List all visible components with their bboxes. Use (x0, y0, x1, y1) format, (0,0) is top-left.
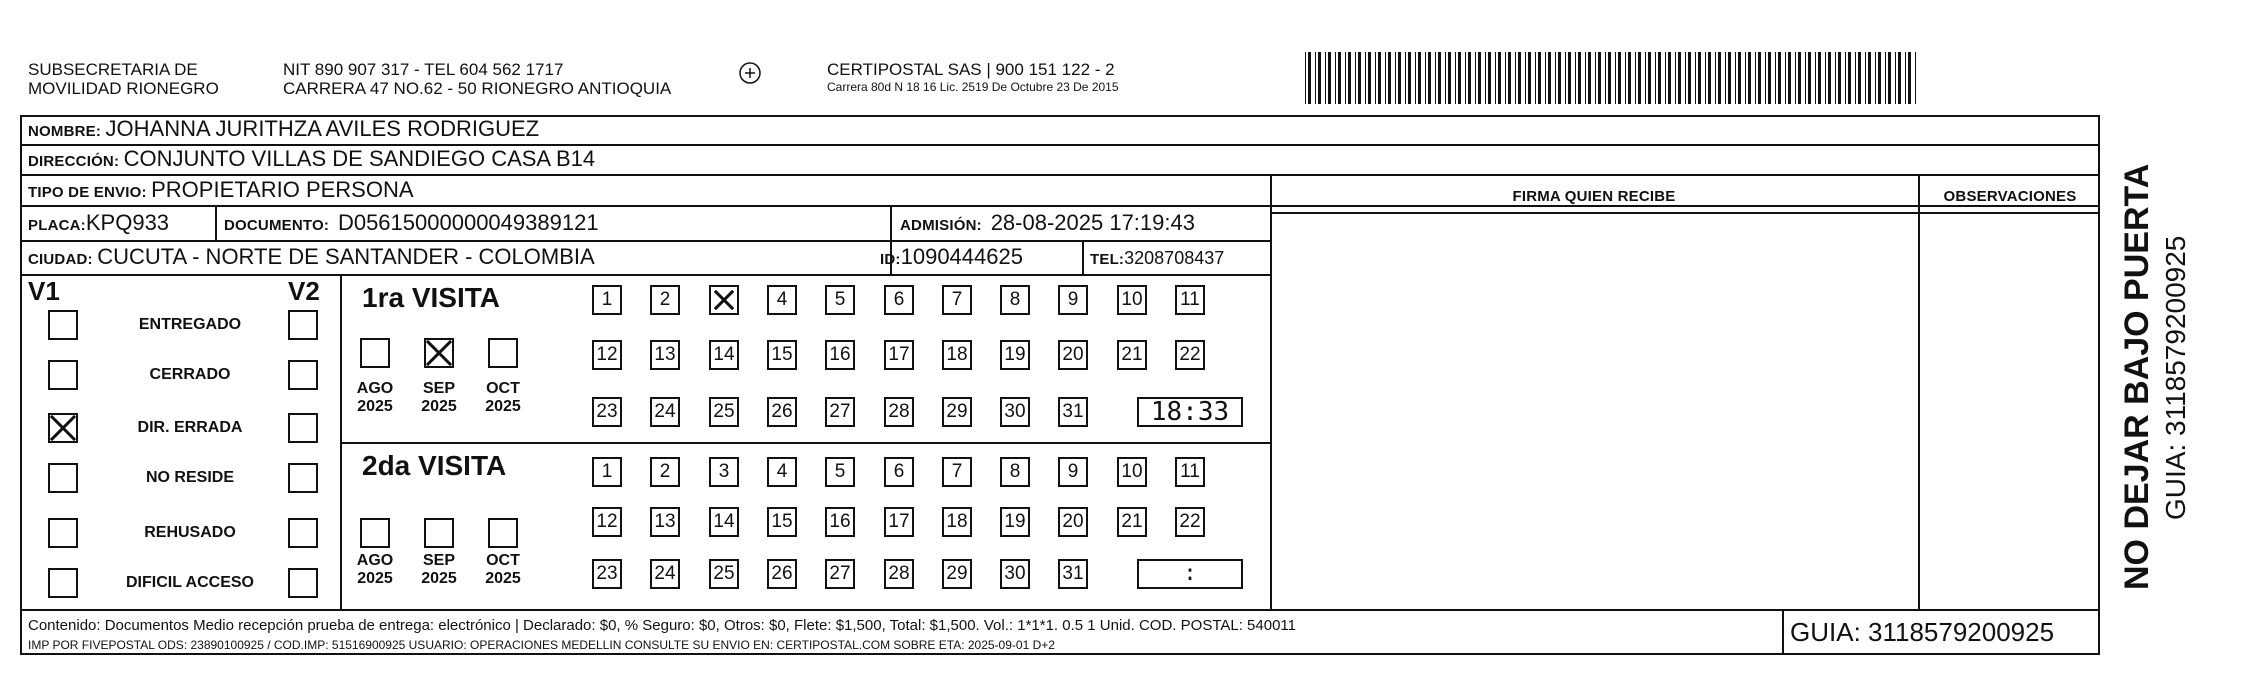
barcode-bar (1428, 52, 1431, 104)
visit1-day-box[interactable]: 14 (709, 340, 739, 370)
barcode-bar (1678, 52, 1681, 104)
visit1-day-box[interactable]: 8 (1000, 285, 1030, 315)
barcode-bar (1888, 52, 1891, 104)
barcode-bar (1538, 52, 1541, 104)
sender-name: SUBSECRETARIA DE MOVILIDAD RIONEGRO (28, 60, 219, 98)
barcode-bar (1878, 52, 1881, 104)
visit1-day-box[interactable]: 19 (1000, 340, 1030, 370)
visit2-day-box[interactable]: 6 (884, 457, 914, 487)
visit2-day-box[interactable]: 13 (650, 507, 680, 537)
barcode-bar (1795, 52, 1796, 104)
status-label: CERRADO (149, 366, 231, 383)
nombre-row: NOMBRE: JOHANNA JURITHZA AVILES RODRIGUEZ (28, 116, 540, 141)
barcode-bar (1748, 52, 1751, 104)
visit2-day-box[interactable]: 25 (709, 559, 739, 589)
barcode-bar (1405, 52, 1406, 104)
barcode-bar (1395, 52, 1396, 104)
visit2-day-box[interactable]: 27 (825, 559, 855, 589)
barcode-bar (1378, 52, 1381, 104)
v1-checkbox[interactable] (48, 568, 78, 598)
visit1-day-box[interactable]: 13 (650, 340, 680, 370)
visit2-title: 2da VISITA (362, 450, 507, 481)
barcode-bar (1375, 52, 1376, 104)
visit1-day-box[interactable]: 4 (767, 285, 797, 315)
visit1-day-box[interactable]: 30 (1000, 397, 1030, 427)
ciudad-value: CUCUTA - NORTE DE SANTANDER - COLOMBIA (97, 244, 595, 269)
barcode-bar (1665, 52, 1666, 104)
signature-area[interactable] (1272, 214, 1918, 609)
barcode-bar (1545, 52, 1546, 104)
visit1-day-box[interactable]: 15 (767, 340, 797, 370)
visit2-day-box[interactable]: 17 (884, 507, 914, 537)
barcode-bar (1718, 52, 1721, 104)
barcode-bar (1715, 52, 1716, 104)
status-label: NO RESIDE (145, 469, 234, 486)
sender-nit-address: NIT 890 907 317 - TEL 604 562 1717 CARRERA 47 NO.62 - 50 RIONEGRO ANTIOQUIA (283, 60, 672, 98)
barcode-bar (1775, 52, 1776, 104)
visit2-month-label: SEP 2025 (421, 552, 457, 587)
tel-value: 3208708437 (1124, 248, 1225, 268)
direccion-value: CONJUNTO VILLAS DE SANDIEGO CASA B14 (123, 146, 596, 171)
barcode-bar (1805, 52, 1806, 104)
visit2-day-box[interactable]: 31 (1058, 559, 1088, 589)
visit1-day-box[interactable]: 23 (592, 397, 622, 427)
barcode-bar (1515, 52, 1516, 104)
nombre-value: JOHANNA JURITHZA AVILES RODRIGUEZ (105, 116, 540, 141)
barcode-bar (1695, 52, 1696, 104)
barcode-bar (1525, 52, 1526, 104)
barcode-bar (1745, 52, 1746, 104)
status-label: REHUSADO (144, 524, 236, 541)
barcode-bar (1855, 52, 1856, 104)
visit1-day-box[interactable]: 12 (592, 340, 622, 370)
visit2-day-box[interactable]: 4 (767, 457, 797, 487)
visit1-day-box[interactable]: 5 (825, 285, 855, 315)
barcode-bar (1398, 52, 1401, 104)
v1-header: V1 (28, 276, 60, 306)
barcode-bar (1725, 52, 1726, 104)
barcode-bar (1348, 52, 1351, 104)
barcode-bar (1638, 52, 1641, 104)
visit2-day-box[interactable]: 22 (1175, 507, 1205, 537)
visit1-month-checkbox[interactable] (424, 338, 454, 368)
barcode-bar (1655, 52, 1656, 104)
barcode-bar (1508, 52, 1511, 104)
visit1-day-box[interactable]: 10 (1117, 285, 1147, 315)
v1-checkbox[interactable] (48, 360, 78, 390)
barcode-bar (1755, 52, 1756, 104)
barcode-bar (1605, 52, 1606, 104)
footer-imp: IMP POR FIVEPOSTAL ODS: 23890100925 / COD.IMP: 51516900925 USUARIO: OPERACIONES MEDELLIN CONSULTE SU ENVIO EN: CERTIPOSTAL.COM SOBRE ETA: 2025-09-01 D+2 (28, 638, 1055, 652)
barcode-bar (1455, 52, 1456, 104)
barcode-bar (1555, 52, 1556, 104)
tipo-envio-row: TIPO DE ENVIO: PROPIETARIO PERSONA (28, 177, 414, 202)
footer-contenido: Contenido: Documentos Medio recepción prueba de entrega: electrónico | Declarado: $0, % Seguro: $0, Otros: $0, Flete: $1,500, Total: $1,500. Vol.: 1*1*1. 0.5 1 Unid. COD. POSTAL: 540011 (28, 617, 1296, 634)
visit2-month-checkbox[interactable] (360, 518, 390, 548)
barcode-bar (1475, 52, 1476, 104)
visit2-day-box[interactable]: 23 (592, 559, 622, 589)
v2-checkbox[interactable] (288, 413, 318, 443)
barcode-bar (1388, 52, 1391, 104)
visit1-time[interactable]: 18:33 (1137, 397, 1243, 427)
visit2-day-box[interactable]: 7 (942, 457, 972, 487)
barcode-bar (1368, 52, 1371, 104)
barcode-bar (1915, 52, 1916, 104)
barcode-bar (1865, 52, 1866, 104)
visit2-day-box[interactable]: 12 (592, 507, 622, 537)
barcode-bar (1588, 52, 1591, 104)
barcode-bar (1578, 52, 1581, 104)
barcode-bar (1628, 52, 1631, 104)
barcode-bar (1325, 52, 1326, 104)
visit1-title: 1ra VISITA (362, 282, 500, 313)
v2-checkbox[interactable] (288, 360, 318, 390)
visit2-month-label: OCT 2025 (485, 552, 521, 587)
visit2-time[interactable]: : (1137, 559, 1243, 589)
visit2-day-box[interactable]: 10 (1117, 457, 1147, 487)
visit2-day-box[interactable]: 16 (825, 507, 855, 537)
barcode-bar (1565, 52, 1566, 104)
status-label: ENTREGADO (138, 316, 242, 333)
admision-field: ADMISIÓN: 28-08-2025 17:19:43 (900, 210, 1195, 235)
visit1-day-box[interactable]: 31 (1058, 397, 1088, 427)
barcode-bar (1698, 52, 1701, 104)
barcode-bar (1435, 52, 1436, 104)
barcode-bar (1305, 52, 1306, 104)
barcode-bar (1518, 52, 1521, 104)
barcode-bar (1828, 52, 1831, 104)
barcode-bar (1758, 52, 1761, 104)
barcode-bar (1645, 52, 1646, 104)
visit1-day-box[interactable]: 20 (1058, 340, 1088, 370)
barcode-bar (1328, 52, 1331, 104)
v1-checkbox[interactable] (48, 310, 78, 340)
visit1-month-label: SEP 2025 (421, 380, 457, 415)
barcode-bar (1908, 52, 1911, 104)
visit2-day-box[interactable]: 28 (884, 559, 914, 589)
barcode-bar (1708, 52, 1711, 104)
visit2-day-box[interactable]: 1 (592, 457, 622, 487)
barcode-bar (1618, 52, 1621, 104)
barcode-bar (1788, 52, 1791, 104)
barcode-bar (1768, 52, 1771, 104)
seal-icon (735, 62, 765, 84)
barcode-bar (1568, 52, 1571, 104)
barcode-bar (1835, 52, 1836, 104)
barcode-bar (1355, 52, 1356, 104)
visit2-day-box[interactable]: 24 (650, 559, 680, 589)
visit1-day-box[interactable]: 1 (592, 285, 622, 315)
status-label: DIR. ERRADA (137, 419, 243, 436)
id-field: ID: 1090444625 (880, 244, 1023, 269)
barcode-bar (1498, 52, 1501, 104)
v2-header: V2 (288, 276, 320, 306)
visit2-month-label: AGO 2025 (356, 552, 394, 587)
visit1-month-checkbox[interactable] (360, 338, 390, 368)
no-dejar-warning: NO DEJAR BAJO PUERTA (2118, 163, 2156, 590)
visit2-day-box[interactable]: 26 (767, 559, 797, 589)
barcode-bar (1408, 52, 1411, 104)
visit1-day-box[interactable]: 24 (650, 397, 680, 427)
barcode-bar (1535, 52, 1536, 104)
barcode-bar (1345, 52, 1346, 104)
barcode-bar (1845, 52, 1846, 104)
barcode-bar (1505, 52, 1506, 104)
barcode-bar (1798, 52, 1801, 104)
visit2-day-box[interactable]: 2 (650, 457, 680, 487)
visit1-day-box[interactable]: 27 (825, 397, 855, 427)
barcode-bar (1668, 52, 1671, 104)
barcode-bar (1485, 52, 1486, 104)
v2-checkbox[interactable] (288, 463, 318, 493)
barcode (1305, 52, 1920, 104)
barcode-bar (1635, 52, 1636, 104)
tipo-envio-value: PROPIETARIO PERSONA (151, 177, 414, 202)
barcode-bar (1648, 52, 1651, 104)
visit1-day-box[interactable]: 17 (884, 340, 914, 370)
visit1-day-box[interactable]: 29 (942, 397, 972, 427)
visit2-day-box[interactable]: 3 (709, 457, 739, 487)
footer-guia: GUIA: 3118579200925 (1790, 617, 2055, 647)
barcode-bar (1815, 52, 1816, 104)
visit1-day-box[interactable]: 7 (942, 285, 972, 315)
visit2-month-checkbox[interactable] (488, 518, 518, 548)
ciudad-field: CIUDAD: CUCUTA - NORTE DE SANTANDER - COLOMBIA (28, 244, 595, 269)
observaciones-area[interactable] (1920, 214, 2100, 609)
barcode-bar (1558, 52, 1561, 104)
barcode-bar (1868, 52, 1871, 104)
visit1-month-checkbox[interactable] (488, 338, 518, 368)
visit1-day-box[interactable]: 6 (884, 285, 914, 315)
visit2-day-box[interactable]: 20 (1058, 507, 1088, 537)
barcode-bar (1705, 52, 1706, 104)
barcode-bar (1658, 52, 1661, 104)
visit2-day-box[interactable]: 9 (1058, 457, 1088, 487)
barcode-bar (1598, 52, 1601, 104)
courier-info: CERTIPOSTAL SAS | 900 151 122 - 2 Carrera 80d N 18 16 Lic. 2519 De Octubre 23 De 2015 (827, 60, 1119, 94)
visit1-day-box[interactable]: 9 (1058, 285, 1088, 315)
visit2-day-box[interactable]: 30 (1000, 559, 1030, 589)
visit1-day-box[interactable] (709, 285, 739, 315)
visit1-day-box[interactable]: 16 (825, 340, 855, 370)
barcode-bar (1688, 52, 1691, 104)
visit1-day-box[interactable]: 26 (767, 397, 797, 427)
status-label: DIFICIL ACCESO (125, 574, 254, 591)
barcode-bar (1365, 52, 1366, 104)
barcode-bar (1858, 52, 1861, 104)
barcode-bar (1335, 52, 1336, 104)
barcode-bar (1675, 52, 1676, 104)
visit1-month-label: OCT 2025 (485, 380, 521, 415)
barcode-bar (1358, 52, 1361, 104)
barcode-bar (1415, 52, 1416, 104)
placa-field: PLACA: KPQ933 (28, 210, 170, 235)
barcode-bar (1445, 52, 1446, 104)
barcode-bar (1615, 52, 1616, 104)
visit2-day-box[interactable]: 8 (1000, 457, 1030, 487)
visit1-day-box[interactable]: 22 (1175, 340, 1205, 370)
v1-checkbox[interactable] (48, 413, 78, 443)
tel-field: TEL: 3208708437 (1090, 248, 1225, 268)
barcode-bar (1308, 52, 1311, 104)
visit1-day-box[interactable]: 2 (650, 285, 680, 315)
visit2-day-box[interactable]: 11 (1175, 457, 1205, 487)
visit1-day-box[interactable]: 21 (1117, 340, 1147, 370)
id-value: 1090444625 (900, 244, 1023, 269)
visit1-day-box[interactable]: 11 (1175, 285, 1205, 315)
documento-field: DOCUMENTO: D05615000000049389121 (224, 210, 599, 235)
barcode-bar (1465, 52, 1466, 104)
barcode-bar (1418, 52, 1421, 104)
visit1-day-box[interactable]: 25 (709, 397, 739, 427)
barcode-bar (1685, 52, 1686, 104)
barcode-bar (1318, 52, 1321, 104)
barcode-bar (1735, 52, 1736, 104)
documento-value: D05615000000049389121 (337, 210, 599, 235)
barcode-bar (1438, 52, 1441, 104)
v1-checkbox[interactable] (48, 463, 78, 493)
visit1-month-label: AGO 2025 (356, 380, 394, 415)
barcode-bar (1575, 52, 1576, 104)
v1-checkbox[interactable] (48, 518, 78, 548)
barcode-bar (1315, 52, 1316, 104)
barcode-bar (1848, 52, 1851, 104)
barcode-bar (1608, 52, 1611, 104)
visit2-month-checkbox[interactable] (424, 518, 454, 548)
visit2-day-box[interactable]: 29 (942, 559, 972, 589)
v2-checkbox[interactable] (288, 518, 318, 548)
side-guia: GUIA: 3118579200925 (2160, 235, 2191, 520)
barcode-bar (1425, 52, 1426, 104)
barcode-bar (1468, 52, 1471, 104)
barcode-bar (1338, 52, 1341, 104)
barcode-bar (1488, 52, 1491, 104)
barcode-bar (1738, 52, 1741, 104)
barcode-bar (1905, 52, 1906, 104)
barcode-bar (1875, 52, 1876, 104)
barcode-bar (1818, 52, 1821, 104)
observaciones-header: OBSERVACIONES (1943, 188, 2077, 205)
barcode-bar (1478, 52, 1481, 104)
barcode-bar (1385, 52, 1386, 104)
visit1-day-box[interactable]: 28 (884, 397, 914, 427)
visit2-day-box[interactable]: 14 (709, 507, 739, 537)
barcode-bar (1778, 52, 1781, 104)
barcode-bar (1625, 52, 1626, 104)
firma-header: FIRMA QUIEN RECIBE (1512, 188, 1676, 205)
barcode-bar (1898, 52, 1901, 104)
visit2-day-box[interactable]: 15 (767, 507, 797, 537)
barcode-bar (1785, 52, 1786, 104)
placa-value: KPQ933 (85, 210, 170, 235)
barcode-bar (1448, 52, 1451, 104)
visit1-day-box[interactable]: 18 (942, 340, 972, 370)
barcode-bar (1808, 52, 1811, 104)
barcode-bar (1885, 52, 1886, 104)
v2-checkbox[interactable] (288, 568, 318, 598)
visit2-day-box[interactable]: 18 (942, 507, 972, 537)
visit2-day-box[interactable]: 19 (1000, 507, 1030, 537)
admision-value: 28-08-2025 17:19:43 (990, 210, 1195, 235)
barcode-bar (1765, 52, 1766, 104)
direccion-row: DIRECCIÓN: CONJUNTO VILLAS DE SANDIEGO CASA B14 (28, 146, 596, 171)
barcode-bar (1838, 52, 1841, 104)
barcode-bar (1825, 52, 1826, 104)
visit2-day-box[interactable]: 21 (1117, 507, 1147, 537)
barcode-bar (1585, 52, 1586, 104)
barcode-bar (1728, 52, 1731, 104)
barcode-bar (1528, 52, 1531, 104)
barcode-bar (1548, 52, 1551, 104)
barcode-bar (1495, 52, 1496, 104)
barcode-bar (1458, 52, 1461, 104)
visit2-day-box[interactable]: 5 (825, 457, 855, 487)
v2-checkbox[interactable] (288, 310, 318, 340)
barcode-bar (1595, 52, 1596, 104)
barcode-bar (1895, 52, 1896, 104)
